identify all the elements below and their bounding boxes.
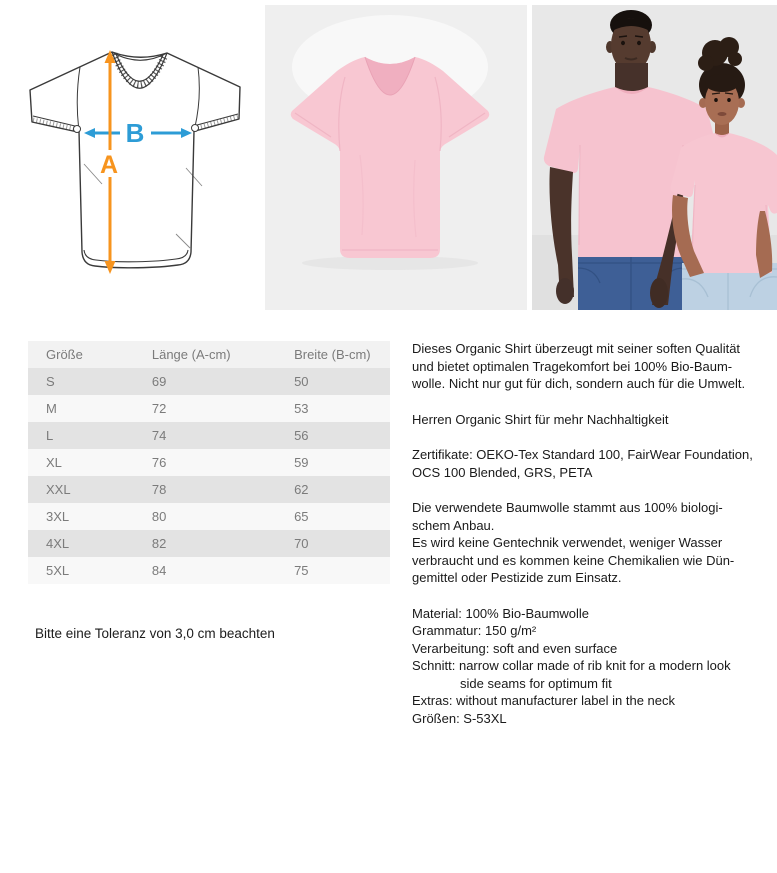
size-cell: L [46, 428, 54, 443]
width-cell: 59 [294, 455, 309, 470]
width-cell: 75 [294, 563, 309, 578]
size-row [28, 530, 390, 557]
spec-cut-continued: side seams for optimum fit [460, 675, 612, 691]
shirt-shadow [302, 256, 478, 270]
width-cell: 70 [294, 536, 309, 551]
tshirt-outline [30, 52, 240, 268]
size-cell: M [46, 401, 57, 416]
spec-material: Material: 100% Bio-Baumwolle [412, 605, 590, 621]
size-row [28, 476, 390, 503]
tshirt-measure-diagram [18, 36, 248, 281]
size-row [28, 368, 390, 395]
length-cell: 80 [151, 509, 167, 524]
spec-finish: Verarbeitung: soft and even surface [412, 640, 618, 656]
size-row [28, 557, 390, 584]
description-line: gemittel oder Pestizide zum Einsatz. [412, 570, 622, 585]
size-table [28, 341, 390, 584]
measure-label-a: A [99, 151, 119, 179]
width-cell: 56 [294, 428, 309, 443]
description-line: OCS 100 Blended, GRS, PETA [412, 464, 593, 480]
description-line: Herren Organic Shirt für mehr Nachhaltigkeit [412, 411, 669, 427]
product-photo[interactable] [265, 5, 527, 310]
description-specs [412, 605, 774, 728]
width-cell: 53 [294, 401, 309, 416]
size-row [28, 449, 390, 476]
col-header-size: Größe [46, 347, 83, 362]
product-description [412, 340, 774, 727]
width-cell: 65 [294, 509, 309, 524]
description-line: wolle. Nicht nur gut für dich, sondern auch für die Umwelt. [412, 376, 746, 391]
left-underarm-detail [74, 126, 81, 133]
spec-cut: Schnitt: narrow collar made of rib knit for a modern look [412, 658, 731, 673]
description-line: und bietet optimalen Tragekomfort bei 100% Bio-Baum- [412, 358, 733, 374]
size-cell: 5XL [46, 563, 70, 578]
description-line: Zertifikate: OEKO-Tex Standard 100, FairWear Foundation, [412, 447, 753, 462]
length-cell: 72 [151, 401, 167, 416]
description-subtitle [412, 411, 774, 429]
pink-shirt-flatlay [265, 5, 527, 310]
length-cell: 74 [151, 428, 167, 443]
measure-label-b: B [125, 118, 145, 148]
length-cell: 69 [151, 374, 167, 389]
size-row [28, 395, 390, 422]
length-cell: 84 [151, 563, 167, 578]
spec-grammage: Grammatur: 150 g/m² [412, 623, 537, 638]
size-cell: XL [46, 455, 62, 470]
size-table-header [28, 341, 390, 368]
size-cell: 4XL [46, 536, 70, 551]
size-diagram [18, 36, 248, 281]
length-cell: 78 [151, 482, 167, 497]
description-line: schem Anbau. [412, 517, 495, 533]
spec-sizes: Größen: S-53XL [412, 710, 507, 726]
description-line: Dieses Organic Shirt überzeugt mit seiner soften Qualität [412, 341, 741, 356]
width-cell: 62 [294, 482, 309, 497]
size-row [28, 503, 390, 530]
right-underarm-detail [192, 125, 199, 132]
size-cell: XXL [46, 482, 71, 497]
spec-extras: Extras: without manufacturer label in the neck [412, 693, 676, 708]
col-header-width: Breite (B-cm) [294, 347, 371, 362]
models-photo[interactable] [532, 5, 777, 310]
size-row [28, 422, 390, 449]
size-cell: S [46, 374, 55, 389]
width-cell: 50 [294, 374, 309, 389]
description-certificates [412, 446, 774, 481]
description-intro [412, 340, 774, 393]
description-line: Die verwendete Baumwolle stammt aus 100% biologi- [412, 500, 723, 515]
col-header-length: Länge (A-cm) [151, 347, 231, 362]
description-cotton [412, 499, 774, 587]
tolerance-note: Bitte eine Toleranz von 3,0 cm beachten [35, 626, 275, 641]
length-cell: 76 [151, 455, 167, 470]
description-line: Es wird keine Gentechnik verwendet, weniger Wasser [412, 535, 723, 550]
description-line: verbraucht und es kommen keine Chemikalien wie Dün- [412, 552, 735, 568]
size-cell: 3XL [46, 509, 70, 524]
models-illustration [532, 5, 777, 310]
length-cell: 82 [151, 536, 167, 551]
